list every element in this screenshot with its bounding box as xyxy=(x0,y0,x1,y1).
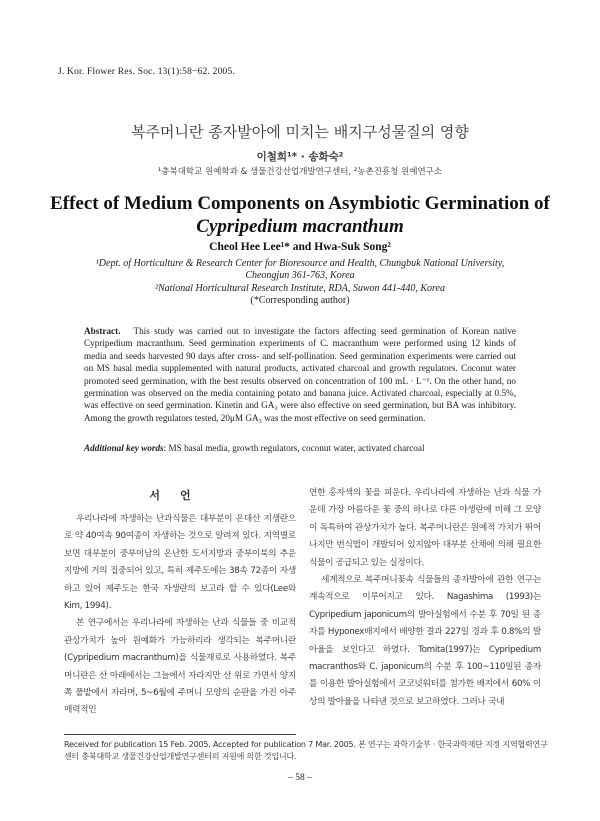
paragraph: 세계적으로 복주머니꽃속 식물들의 종자발아에 관한 연구는 계속적으로 이루어지고 있다. Nagashima (1993)는 Cypripedium japonicum의 발아실험에서 수분 후 70일 된 종자를 Hyponex배지에서 배양한 결과 227일 경과 후 0.8%의 발아율을 보인다고 하였다. Tomita(1997)는 Cypripedium macranthos와 C. japonicum의 수분 후 100~110일된 종자를 이용한 발아실험에서 코코넛워터를 첨가한 배지에서 60% 이상의 발아율을 나타낸 것으로 보고하였다. 그러나 국내 xyxy=(309,575,541,707)
abstract xyxy=(84,325,516,424)
keywords xyxy=(84,443,524,453)
korean-affiliation: ¹충북대학교 원예학과 & 생물건강산업개발연구센터, ²농촌진흥청 원예연구소 xyxy=(157,167,443,177)
keywords-text: : MS basal media, growth regulators, coconut water, activated charcoal xyxy=(163,443,425,453)
footnote-divider xyxy=(64,734,296,735)
english-authors: Cheol Hee Lee¹* and Hwa-Suk Song² xyxy=(209,241,391,253)
paragraph: 본 연구에서는 우리나라에 자생하는 난과 식물들 중 비교적 관상가치가 높아 원예화가 가능하리라 생각되는 복주머니란(Cypripedium macranthum)을 식물재료로 사용하였다. 복주머니란은 산 아래에서는 그늘에서 자라지만 산 위로 가면서 양지쪽 풀밭에서 자라며, 5~6월에 주머니 모양의 순판을 가진 아주 매력적인 xyxy=(64,618,296,716)
english-title-line2: Cypripedium macranthum xyxy=(196,216,404,237)
paragraph: 연한 홍자색의 꽃을 피운다. 우리나라에 자생하는 난과 식물 가운데 가장 아름다운 꽃 중의 하나로 다른 야생란에 비해 그 모양이 독특하여 관상가치가 높다. 복주머니란은 원예적 가치가 뛰어나지만 번식법이 개발되어 있지않아 대부분 산채에 의해 필요한 식물이 공급되고 있는 실정이다. xyxy=(309,488,541,568)
affiliation-2: ²National Horticultural Research Institute, RDA, Suwon 441-440, Korea xyxy=(154,283,445,294)
page-number: – 58 – xyxy=(288,773,312,783)
english-title-line1: Effect of Medium Components on Asymbiotic Germination of xyxy=(50,193,550,214)
korean-authors: 이철희¹* · 송화숙² xyxy=(256,151,344,163)
affiliation-1: ¹Dept. of Horticulture & Research Center for Bioresource and Health, Chungbuk National University, xyxy=(95,258,505,269)
affiliation-1-city: Cheongjun 361-763, Korea xyxy=(245,270,355,281)
english-title xyxy=(0,192,600,238)
section-title-introduction: 서언 xyxy=(149,489,211,502)
footnote: Received for publication 15 Feb. 2005. Accepted for publication 7 Mar. 2005. 본 연구는 과학기술부 · 한국과학재단 지정 지역협력연구센터 충북대학교 생물건강산업개발연구센터의 지원에 의한 것입니다. xyxy=(64,740,548,761)
abstract-label: Abstract. xyxy=(84,326,121,336)
paragraph: 우리나라에 자생하는 난과식물은 대부분이 온대산 지생란으로 약 40여속 90여종이 자생하는 것으로 알려져 있다. 지역별로 보면 대부분이 중부이남의 온난한 도서지방과 중부이북의 추운지방에 거의 집중되어 있고, 특히 제주도에는 38속 72종이 자생하고 있어 제주도는 한국 자생란의 보고라 할 수 있다(Lee와 Kim, 1994). xyxy=(64,514,296,612)
corresponding-note: (*Corresponding author) xyxy=(250,295,350,306)
korean-title: 복주머니란 종자발아에 미치는 배지구성물질의 영향 xyxy=(131,123,469,141)
abstract-text: This study was carried out to investigate the factors affecting seed germination of Korean native Cypripedium macranthum. Seed germination experiments of C. macranthum were performed using 12 kinds of media and seeds harvested 90 days after cross- and self-pollination. Seed germination experiments were carried out on MS basal media supplemented with natural products, activated charcoal and growth regulators. Coconut water promoted seed germination, with the best results observed on concentration of 100 mL · L⁻¹. On the other hand, no germination was observed on the media containing potato and banana juice. Activated charcoal, especially at 0.5%, was effective on seed germination. Kinetin and GA₃ were also effective on seed germination, but BA was inhibitory. Among the growth regulators tested, 20μM GA₃ was the most effective on seed germination. xyxy=(84,326,516,423)
right-column xyxy=(309,485,541,711)
left-column xyxy=(64,511,296,720)
journal-citation: J. Kor. Flower Res. Soc. 13(1):58−62. 2005. xyxy=(58,67,236,77)
keywords-label: Additional key words xyxy=(84,443,164,453)
